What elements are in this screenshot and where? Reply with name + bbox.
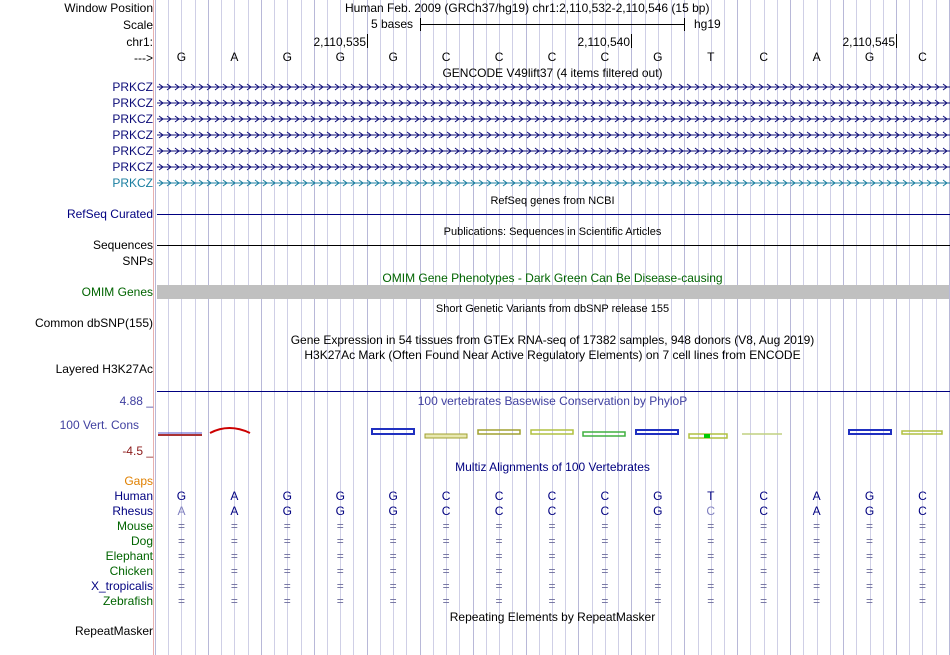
multiz-base: G [335, 489, 345, 503]
multiz-base: = [495, 564, 503, 578]
omim-track-label[interactable]: OMIM Genes [81, 285, 153, 299]
multiz-base: = [283, 549, 291, 563]
multiz-base: = [283, 579, 291, 593]
multiz-species-label[interactable]: X_tropicalis [90, 579, 153, 593]
dna-base: G [864, 50, 875, 64]
multiz-base: C [759, 489, 769, 503]
scale-bar-left-tick [420, 18, 421, 31]
multiz-base: = [336, 534, 344, 548]
multiz-base: = [389, 579, 397, 593]
ruler-tick-label: 2,110,545 [842, 35, 895, 49]
multiz-base: = [336, 549, 344, 563]
multiz-base: = [707, 594, 715, 608]
conservation-wiggle[interactable] [155, 420, 950, 444]
dna-base: A [230, 50, 239, 64]
multiz-base: = [442, 534, 450, 548]
multiz-base: = [283, 594, 291, 608]
multiz-base: C [494, 489, 504, 503]
multiz-base: = [760, 564, 768, 578]
repeatmasker-track-label[interactable]: RepeatMasker [74, 624, 153, 638]
multiz-base: = [336, 519, 344, 533]
ruler-tick [631, 34, 632, 48]
window-position-title: Human Feb. 2009 (GRCh37/hg19) chr1:2,110,532-2,110,546 (15 bp) [345, 1, 710, 15]
multiz-base: = [760, 519, 768, 533]
multiz-base: = [389, 594, 397, 608]
dna-base: C [494, 50, 504, 64]
refseq-track-line[interactable] [157, 214, 950, 215]
multiz-base: = [177, 519, 185, 533]
multiz-base: = [548, 534, 556, 548]
multiz-species-label[interactable]: Rhesus [112, 504, 153, 518]
multiz-base: = [918, 564, 926, 578]
multiz-base: C [441, 489, 451, 503]
gencode-gene-label[interactable]: PRKCZ [112, 96, 153, 110]
dna-base: C [759, 50, 769, 64]
multiz-base: = [230, 534, 238, 548]
gencode-gene-model[interactable] [157, 130, 950, 140]
assembly-label: hg19 [694, 17, 721, 31]
multiz-base: G [282, 504, 292, 518]
grid-line [155, 0, 156, 655]
multiz-base: = [707, 534, 715, 548]
dna-base: G [388, 50, 398, 64]
multiz-track-title: Multiz Alignments of 100 Vertebrates [455, 460, 650, 474]
multiz-base: = [654, 534, 662, 548]
multiz-base: G [388, 504, 398, 518]
refseq-track-label[interactable]: RefSeq Curated [66, 207, 153, 221]
multiz-base: = [707, 579, 715, 593]
dna-base: G [176, 50, 187, 64]
ruler-tick [896, 34, 897, 48]
multiz-base: = [230, 564, 238, 578]
multiz-base: = [548, 519, 556, 533]
conservation-bar [636, 430, 678, 434]
multiz-base: = [601, 549, 609, 563]
multiz-base: = [918, 519, 926, 533]
publications-track-label[interactable]: Sequences [92, 238, 153, 252]
multiz-base: C [918, 489, 927, 503]
multiz-base: = [442, 579, 450, 593]
refseq-track-title: RefSeq genes from NCBI [490, 195, 615, 207]
repeatmasker-track-title: Repeating Elements by RepeatMasker [449, 610, 656, 624]
gencode-gene-model[interactable] [157, 82, 950, 92]
multiz-base: = [866, 534, 874, 548]
multiz-base: G [388, 489, 398, 503]
multiz-base: = [389, 519, 397, 533]
multiz-base: = [548, 594, 556, 608]
multiz-base: A [812, 489, 821, 503]
multiz-base: = [707, 519, 715, 533]
multiz-base: = [760, 534, 768, 548]
multiz-base: = [177, 549, 185, 563]
multiz-base: A [812, 504, 821, 518]
dna-base: G [335, 50, 345, 64]
conservation-ymin-label: -4.5 _ [122, 444, 153, 458]
multiz-base: G [282, 489, 292, 503]
omim-track-title: OMIM Gene Phenotypes - Dark Green Can Be Disease-causing [382, 271, 723, 285]
gencode-gene-model[interactable] [157, 98, 950, 108]
conservation-ymax-label: 4.88 _ [119, 394, 153, 408]
multiz-base: = [918, 579, 926, 593]
multiz-base: = [601, 519, 609, 533]
gencode-gene-model[interactable] [157, 162, 950, 172]
conservation-track-label[interactable]: 100 Vert. Cons [59, 418, 139, 432]
multiz-base: G [864, 504, 875, 518]
multiz-base: = [336, 594, 344, 608]
multiz-base: = [283, 534, 291, 548]
multiz-base: T [707, 489, 715, 503]
gtex-track-title: Gene Expression in 54 tissues from GTEx RNA-seq of 17382 samples, 948 donors (V8, Aug 2019) [290, 333, 815, 347]
conservation-bar [425, 434, 467, 438]
multiz-base: = [389, 534, 397, 548]
multiz-base: C [918, 504, 927, 518]
multiz-base: C [494, 504, 504, 518]
multiz-base: = [707, 564, 715, 578]
multiz-gaps-label[interactable]: Gaps [124, 474, 153, 488]
window-position-label: Window Position [64, 1, 153, 15]
multiz-base: = [654, 519, 662, 533]
multiz-base: = [336, 564, 344, 578]
conservation-bar [531, 430, 573, 434]
multiz-base: = [389, 564, 397, 578]
gencode-gene-model[interactable] [157, 178, 950, 188]
multiz-base: = [442, 549, 450, 563]
multiz-species-label[interactable]: Human [114, 489, 153, 503]
multiz-base: = [495, 549, 503, 563]
multiz-base: = [495, 579, 503, 593]
multiz-base: C [600, 504, 610, 518]
multiz-base: = [177, 564, 185, 578]
gencode-gene-model[interactable] [157, 114, 950, 124]
scale-bar [420, 24, 684, 25]
multiz-base: = [230, 549, 238, 563]
multiz-base: = [866, 564, 874, 578]
multiz-base: C [547, 504, 557, 518]
h3k27ac-track-label[interactable]: Layered H3K27Ac [55, 362, 153, 376]
multiz-base: = [813, 534, 821, 548]
multiz-species-label[interactable]: Zebrafish [102, 594, 153, 608]
multiz-base: = [230, 579, 238, 593]
multiz-base: = [866, 519, 874, 533]
multiz-base: = [654, 564, 662, 578]
multiz-base: = [813, 519, 821, 533]
dna-base: C [918, 50, 927, 64]
gencode-gene-label[interactable]: PRKCZ [112, 80, 153, 94]
multiz-base: = [813, 579, 821, 593]
scale-text: 5 bases [371, 17, 414, 31]
multiz-base: = [442, 594, 450, 608]
scale-label: Scale [122, 18, 153, 32]
ruler-tick-label: 2,110,540 [577, 35, 630, 49]
multiz-species-label[interactable]: Elephant [105, 549, 153, 563]
gencode-gene-label[interactable]: PRKCZ [112, 144, 153, 158]
multiz-base: C [441, 504, 451, 518]
strand-arrow-label: ---> [134, 51, 153, 65]
conservation-bar [704, 434, 710, 438]
multiz-base: = [866, 579, 874, 593]
dna-base: A [812, 50, 821, 64]
dna-base: T [707, 50, 715, 64]
multiz-base: C [547, 489, 557, 503]
multiz-base: C [600, 489, 610, 503]
ruler-tick-label: 2,110,535 [313, 35, 366, 49]
multiz-base: G [864, 489, 875, 503]
multiz-base: = [654, 594, 662, 608]
dna-base: C [547, 50, 557, 64]
multiz-base: G [335, 504, 345, 518]
multiz-base: = [918, 534, 926, 548]
multiz-base: = [813, 564, 821, 578]
multiz-base: = [813, 549, 821, 563]
multiz-base: = [442, 519, 450, 533]
dna-base: C [441, 50, 451, 64]
multiz-species-label[interactable]: Chicken [109, 564, 153, 578]
gencode-gene-label[interactable]: PRKCZ [112, 176, 153, 190]
multiz-base: = [177, 579, 185, 593]
multiz-base: = [495, 594, 503, 608]
conservation-peak [210, 428, 250, 433]
multiz-species-label[interactable]: Mouse [116, 519, 153, 533]
multiz-base: = [654, 579, 662, 593]
multiz-base: = [495, 534, 503, 548]
conservation-bar [902, 431, 942, 434]
multiz-base: = [177, 594, 185, 608]
multiz-base: C [706, 504, 716, 518]
multiz-base: = [283, 519, 291, 533]
publications-track-line[interactable] [157, 245, 950, 246]
multiz-base: = [548, 579, 556, 593]
multiz-base: = [601, 579, 609, 593]
multiz-base: = [442, 564, 450, 578]
multiz-base: A [177, 504, 186, 518]
left-label-divider [153, 0, 154, 655]
multiz-base: = [230, 519, 238, 533]
multiz-base: = [283, 564, 291, 578]
h3k27ac-baseline [157, 391, 950, 392]
dna-base: G [653, 50, 663, 64]
multiz-species-label[interactable]: Dog [130, 534, 153, 548]
multiz-base: = [760, 594, 768, 608]
multiz-base: = [548, 549, 556, 563]
chrom-label: chr1: [126, 35, 153, 49]
gencode-gene-model[interactable] [157, 146, 950, 156]
multiz-base: C [759, 504, 769, 518]
conservation-bar [478, 430, 520, 434]
multiz-base: = [389, 549, 397, 563]
conservation-bar [372, 429, 414, 434]
multiz-base: = [548, 564, 556, 578]
multiz-base: = [866, 549, 874, 563]
dbsnp-track-title: Short Genetic Variants from dbSNP release 155 [435, 303, 670, 315]
multiz-base: = [866, 594, 874, 608]
gencode-gene-label[interactable]: PRKCZ [112, 112, 153, 126]
multiz-base: G [653, 489, 663, 503]
multiz-base: = [654, 549, 662, 563]
multiz-base: = [495, 519, 503, 533]
multiz-base: = [177, 534, 185, 548]
dbsnp-track-label[interactable]: Common dbSNP(155) [34, 316, 153, 330]
scale-bar-right-tick [684, 18, 685, 31]
gencode-gene-label[interactable]: PRKCZ [112, 128, 153, 142]
ruler-tick [367, 34, 368, 48]
dna-base: G [282, 50, 292, 64]
conservation-bar [158, 433, 202, 435]
conservation-bar [849, 430, 891, 434]
multiz-base: G [176, 489, 187, 503]
multiz-base: = [707, 549, 715, 563]
multiz-base: = [601, 564, 609, 578]
multiz-base: A [230, 504, 239, 518]
multiz-base: = [813, 594, 821, 608]
dna-base: C [600, 50, 610, 64]
omim-gene-bar[interactable] [157, 285, 949, 299]
multiz-base: A [230, 489, 239, 503]
multiz-base: = [918, 594, 926, 608]
publications-track-title: Publications: Sequences in Scientific Articles [443, 226, 662, 238]
gencode-track-title[interactable]: GENCODE V49lift37 (4 items filtered out) [442, 66, 663, 80]
multiz-base: = [601, 534, 609, 548]
multiz-base: G [653, 504, 663, 518]
multiz-base: = [601, 594, 609, 608]
multiz-base: = [230, 594, 238, 608]
multiz-base: = [336, 579, 344, 593]
conservation-track-title: 100 vertebrates Basewise Conservation by PhyloP [417, 394, 688, 408]
h3k27ac-track-title: H3K27Ac Mark (Often Found Near Active Regulatory Elements) on 7 cell lines from ENCODE [304, 348, 801, 362]
multiz-base: = [760, 579, 768, 593]
gencode-gene-label[interactable]: PRKCZ [112, 160, 153, 174]
multiz-base: = [760, 549, 768, 563]
snps-label[interactable]: SNPs [122, 254, 153, 268]
multiz-base: = [918, 549, 926, 563]
conservation-bar [583, 432, 625, 436]
